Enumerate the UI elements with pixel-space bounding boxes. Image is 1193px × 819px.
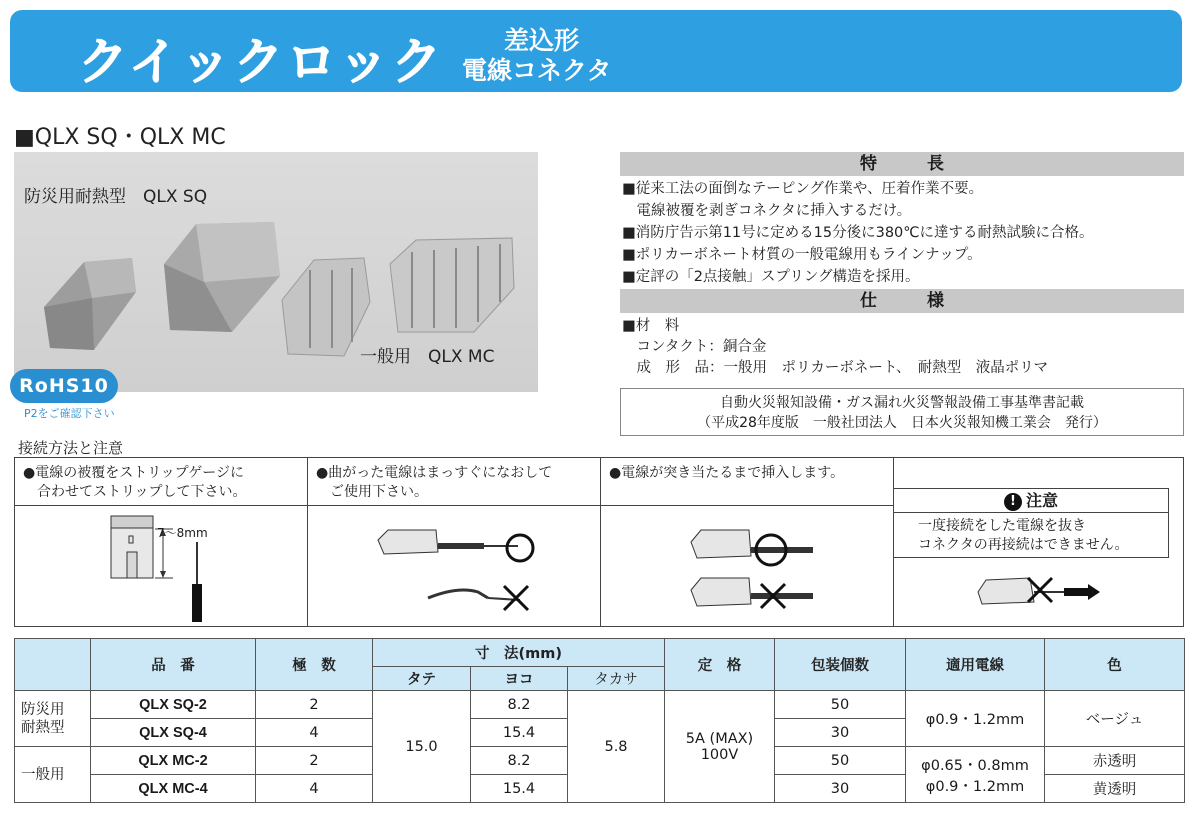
- caution-box: [893, 488, 1169, 558]
- spec-line: コンタクト：銅合金: [622, 339, 767, 355]
- part-no: QLX SQ-2: [91, 691, 256, 719]
- reference-line-2: （平成28年度版 一般社団法人 日本火災報知機工業会 発行）: [697, 415, 1107, 431]
- table-header-group: [15, 639, 91, 691]
- step-insert: [601, 458, 894, 626]
- strip-length-label: 7～8mm: [157, 526, 208, 540]
- caution-line: 一度接続をした電線を抜き: [918, 518, 1086, 534]
- table-header-pack-qty: 包装個数: [775, 639, 906, 691]
- product-photo: [14, 152, 538, 392]
- width-value: 8.2: [471, 691, 568, 719]
- warning-icon: !: [1004, 493, 1022, 511]
- features-header: [620, 152, 1184, 176]
- pack-qty: 30: [775, 719, 906, 747]
- rohs-badge: RoHS10: [10, 369, 118, 403]
- color-fire: ベージュ: [1045, 691, 1185, 747]
- product-title: クイックロック: [78, 33, 445, 91]
- spec-line: 成 形 品：一般用 ポリカーボネート、 耐熱型 液晶ポリマ: [622, 360, 1049, 376]
- reference-line-1: 自動火災報知設備・ガス漏れ火災警報設備工事基準書記載: [720, 395, 1084, 411]
- feature-line: ■消防庁告示第11号に定める15分後に380℃に達する耐熱試験に合格。: [622, 225, 1094, 241]
- table-header-poles: 極 数: [256, 639, 373, 691]
- straighten-wire-illustration: [308, 506, 600, 626]
- poles: 2: [256, 747, 373, 775]
- features-title: 特長: [860, 154, 994, 174]
- rating: [665, 691, 775, 803]
- part-no: QLX SQ-4: [91, 719, 256, 747]
- wire-fire: φ0.9・1.2mm: [906, 691, 1045, 747]
- depth-value: 5.8: [568, 691, 665, 803]
- step-strip: [15, 458, 308, 626]
- pack-qty: 50: [775, 691, 906, 719]
- table-header-width: ヨコ: [471, 667, 568, 691]
- rohs-note: P2をご確認下さい: [24, 407, 115, 420]
- wire-line: φ0.9・1.2mm: [925, 778, 1025, 795]
- table-header-rating: 定 格: [665, 639, 775, 691]
- subtitle-line-2: 電線コネクタ: [462, 56, 612, 85]
- table-header-color: 色: [1045, 639, 1185, 691]
- feature-line: 電線被覆を剥ぎコネクタに挿入するだけ。: [622, 203, 912, 219]
- step-straighten: [308, 458, 601, 626]
- color-mc2: 赤透明: [1045, 747, 1185, 775]
- caution-title: [894, 489, 1168, 513]
- header-banner: [10, 10, 1182, 92]
- color-mc4: 黄透明: [1045, 775, 1185, 803]
- caution-text: [918, 517, 1129, 555]
- spec-line: ■材 料: [622, 318, 680, 334]
- product-spec-table: [14, 638, 1185, 803]
- product-subtitle: [462, 26, 612, 86]
- table-header-depth: タカサ: [568, 667, 665, 691]
- poles: 4: [256, 719, 373, 747]
- feature-line: ■従来工法の面倒なテーピング作業や、圧着作業不要。: [622, 181, 984, 197]
- specs-list: [622, 316, 1048, 379]
- pack-qty: 50: [775, 747, 906, 775]
- table-header-height: タテ: [373, 667, 471, 691]
- feature-line: ■ポリカーボネート材質の一般電線用もラインナップ。: [622, 247, 982, 263]
- feature-line: ■定評の「2点接触」スプリング構造を採用。: [622, 269, 920, 285]
- caution-title-text: 注意: [1025, 491, 1058, 510]
- step-text-line: ●電線が突き当たるまで挿入します。: [609, 465, 845, 481]
- step-text-line: ●電線の被覆をストリップゲージに: [23, 465, 244, 481]
- width-value: 8.2: [471, 747, 568, 775]
- group-line: 防災用: [21, 701, 65, 718]
- subtitle-line-1: 差込形: [504, 26, 580, 55]
- standard-reference: [620, 388, 1184, 436]
- features-list: [622, 178, 1094, 288]
- table-header-wire: 適用電線: [906, 639, 1045, 691]
- wire-line: φ0.65・0.8mm: [921, 757, 1029, 774]
- table-header-dimensions: 寸 法(mm): [373, 639, 665, 667]
- step-text-line: ご使用下さい。: [316, 484, 428, 500]
- group-fire-resistant: [15, 691, 91, 747]
- part-no: QLX MC-2: [91, 747, 256, 775]
- connection-title: 接続方法と注意: [18, 439, 124, 457]
- table-row: [15, 691, 1185, 719]
- rating-line: 5A (MAX): [685, 730, 754, 747]
- step-text-line: 合わせてストリップして下さい。: [23, 484, 247, 500]
- caption-qlx-mc: 一般用 QLX MC: [360, 347, 495, 367]
- caution-line: コネクタの再接続はできません。: [918, 537, 1129, 553]
- height-value: 15.0: [373, 691, 471, 803]
- specs-header: [620, 289, 1184, 313]
- wire-general: [906, 747, 1045, 803]
- step-text-line: ●曲がった電線はまっすぐになおして: [316, 465, 553, 481]
- specs-title: 仕様: [860, 291, 994, 311]
- group-general: 一般用: [15, 747, 91, 803]
- poles: 2: [256, 691, 373, 719]
- insert-wire-illustration: [601, 506, 893, 626]
- step-straighten-text: [308, 458, 600, 506]
- step-insert-text: [601, 458, 893, 506]
- part-no: QLX MC-4: [91, 775, 256, 803]
- group-line: 耐熱型: [21, 719, 65, 736]
- width-value: 15.4: [471, 719, 568, 747]
- poles: 4: [256, 775, 373, 803]
- rating-line: 100V: [700, 746, 739, 763]
- width-value: 15.4: [471, 775, 568, 803]
- caption-qlx-sq: 防災用耐熱型 QLX SQ: [24, 187, 208, 207]
- pack-qty: 30: [775, 775, 906, 803]
- step-strip-text: [15, 458, 307, 506]
- model-heading: ■QLX SQ・QLX MC: [14, 125, 226, 150]
- table-header-part-no: 品 番: [91, 639, 256, 691]
